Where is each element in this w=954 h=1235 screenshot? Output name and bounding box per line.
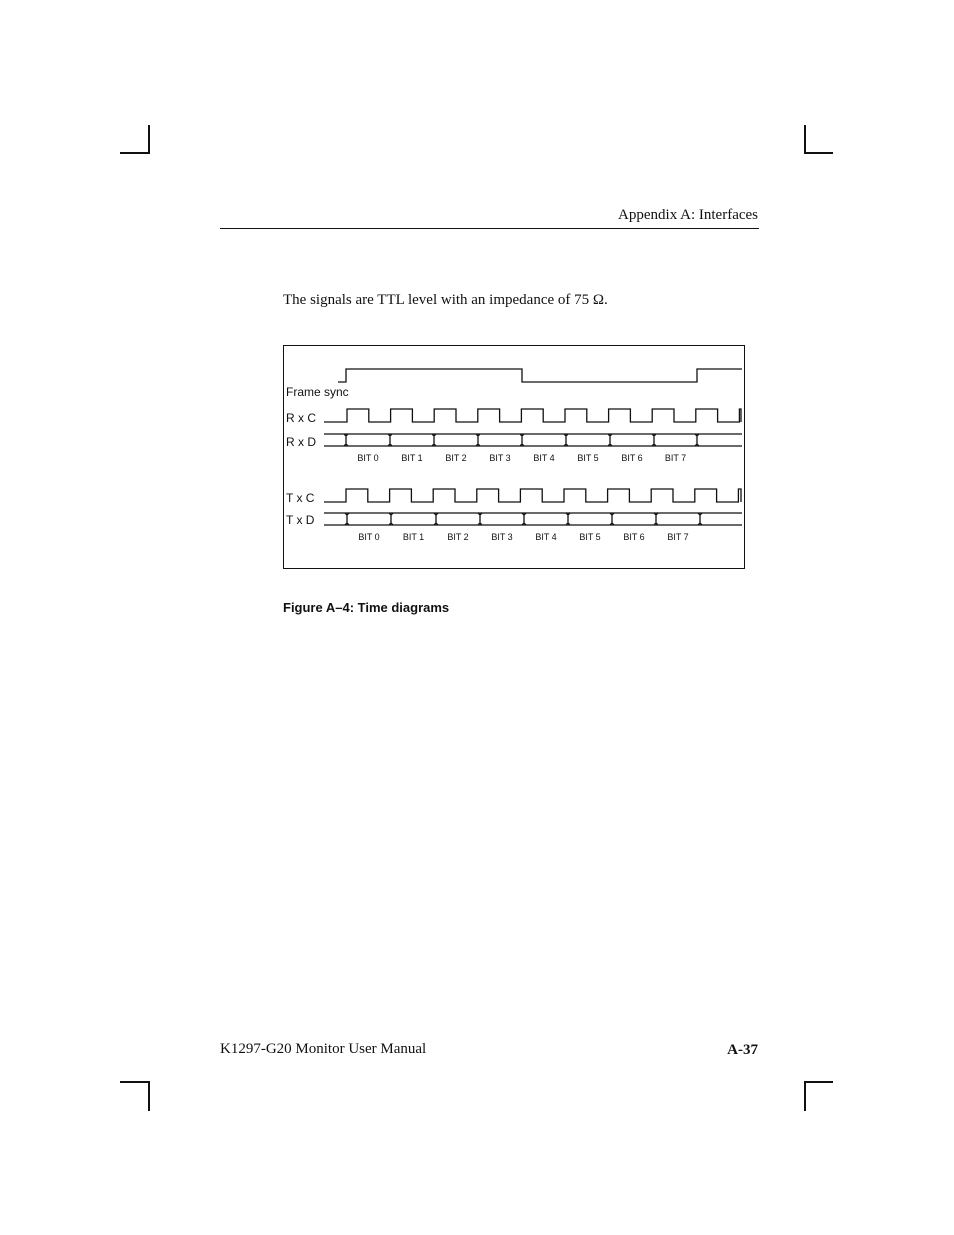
- crop-mark-bottom-right-v: [804, 1081, 806, 1111]
- rx-bit-label: BIT 3: [489, 453, 511, 463]
- label-txd: T x D: [286, 513, 315, 527]
- tx-bit-label: BIT 0: [358, 532, 380, 542]
- rxc-waveform: [324, 409, 741, 422]
- rx-bit-label: BIT 7: [664, 453, 687, 463]
- rx-bit-label: BIT 6: [621, 453, 643, 463]
- running-header: Appendix A: Interfaces: [618, 207, 758, 223]
- timing-diagram-svg: [284, 346, 744, 568]
- crop-mark-top-left-h: [120, 152, 150, 154]
- crop-mark-bottom-right-h: [804, 1081, 833, 1083]
- tx-bit-label: BIT 7: [667, 532, 689, 542]
- crop-mark-bottom-left-h: [120, 1081, 150, 1083]
- crop-mark-bottom-left-v: [148, 1081, 150, 1111]
- txd-waveform: [324, 513, 742, 525]
- tx-bit-label: BIT 6: [623, 532, 645, 542]
- footer-manual-title: K1297-G20 Monitor User Manual: [220, 1041, 427, 1057]
- rx-bit-label: BIT 1: [401, 453, 423, 463]
- txc-waveform: [324, 489, 741, 502]
- tx-bit-label: BIT 3: [491, 532, 513, 542]
- body-paragraph: The signals are TTL level with an impedance of 75 Ω.: [283, 292, 608, 308]
- label-txc: T x C: [286, 491, 315, 505]
- label-frame-sync: Frame sync: [286, 385, 349, 399]
- rx-bit-label: BIT 4: [533, 453, 555, 463]
- tx-bit-label: BIT 2: [447, 532, 469, 542]
- header-rule: [220, 228, 759, 229]
- rx-bit-label: BIT 0: [357, 453, 379, 463]
- rx-bit-label: BIT 5: [577, 453, 599, 463]
- crop-mark-top-right-v: [804, 125, 806, 154]
- figure-caption: Figure A–4: Time diagrams: [283, 600, 450, 615]
- tx-bit-label: BIT 1: [402, 532, 425, 542]
- tx-bit-label: BIT 4: [535, 532, 557, 542]
- footer-page-number: A-37: [727, 1042, 758, 1058]
- timing-diagram: [283, 345, 745, 569]
- tx-bit-label: BIT 5: [579, 532, 601, 542]
- crop-mark-top-right-h: [804, 152, 833, 154]
- rx-bit-label: BIT 2: [445, 453, 467, 463]
- rxd-waveform: [324, 434, 742, 446]
- crop-mark-top-left-v: [148, 125, 150, 154]
- label-rxd: R x D: [286, 435, 316, 449]
- label-rxc: R x C: [286, 411, 316, 425]
- frame-sync-waveform: [338, 369, 742, 382]
